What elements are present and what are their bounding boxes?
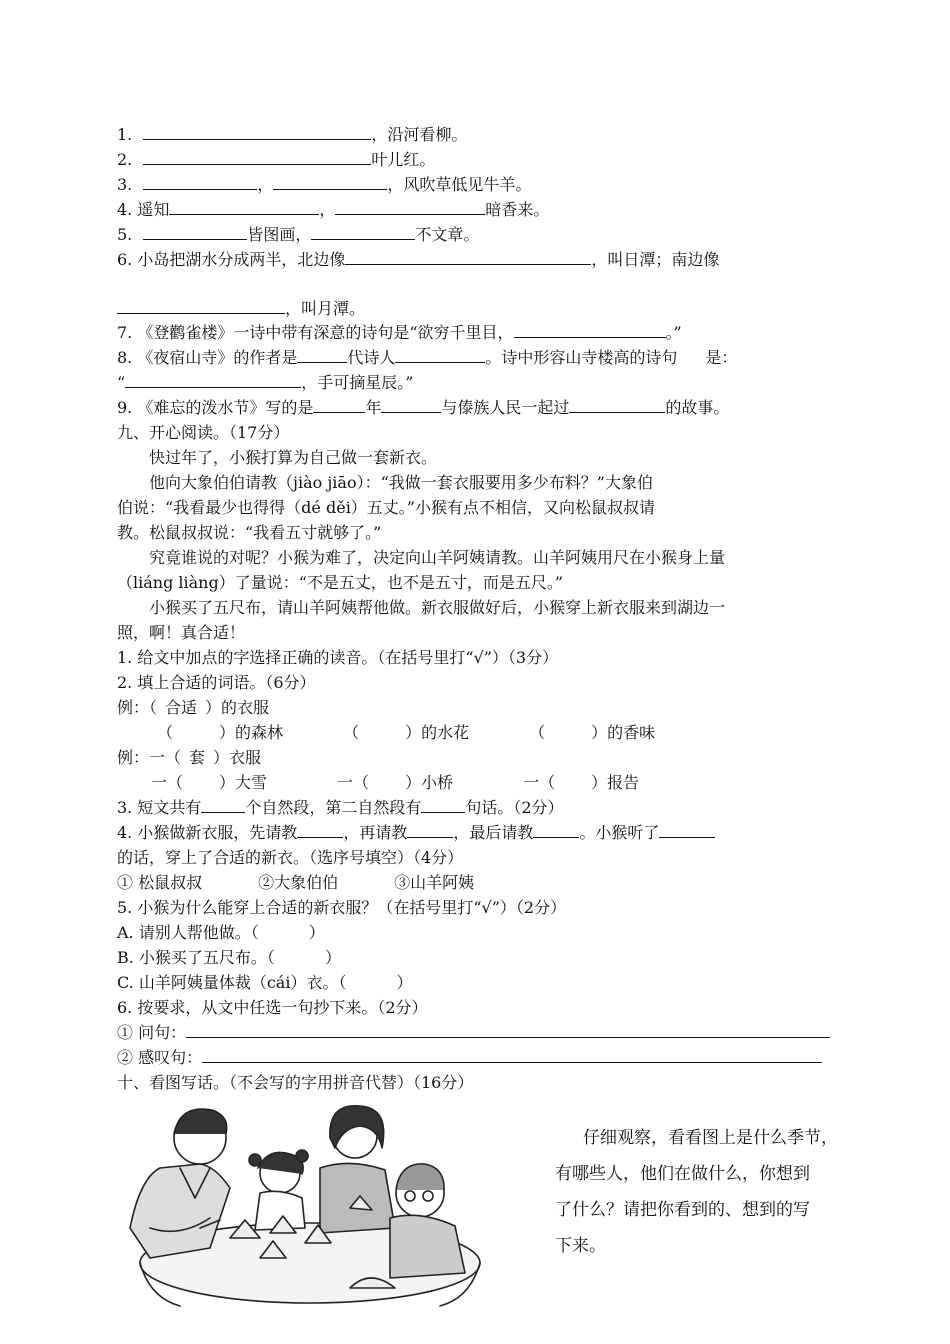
- fill-item-7: [117, 322, 682, 344]
- item-text: 的香味: [607, 723, 656, 742]
- item-number: 7.: [117, 323, 133, 342]
- answer-paren[interactable]: 一（ ）: [523, 773, 608, 792]
- item-text: 与傣族人民一起过: [441, 398, 570, 417]
- option: A. 请别人帮他做。（: [117, 923, 259, 942]
- item-text: ，沿河看柳。: [371, 125, 468, 144]
- example-word: 合适: [165, 698, 198, 717]
- answer-blank[interactable]: [569, 397, 665, 413]
- writing-prompt-line: 了什么？请把你看到的、想到的写: [555, 1200, 810, 1220]
- item-text: 的森林: [235, 723, 284, 742]
- fill-item-1: [117, 124, 467, 146]
- example-2: [117, 747, 261, 769]
- section-9-title: 九、开心阅读。（17分）: [117, 423, 290, 442]
- item-text: 。诗中形容山寺楼高的诗句: [485, 348, 678, 367]
- story-line: 教。松鼠叔叔说：“我看五寸就够了。”: [117, 523, 382, 542]
- fill-item-8: [117, 347, 737, 369]
- item-number: 8.: [117, 348, 133, 367]
- item-text: “: [117, 373, 126, 392]
- item-number: 1.: [117, 125, 133, 144]
- fill-item-3: [117, 174, 531, 196]
- option: ②大象伯伯: [258, 873, 339, 892]
- fill-item-9: [117, 397, 729, 419]
- item-text: 3. 短文共有: [117, 798, 202, 817]
- story-line: 照，啊！真合适！: [117, 623, 246, 642]
- item-text: 的故事。: [665, 398, 730, 417]
- q6-exclamation-sentence: [117, 1047, 822, 1069]
- question-4-cont: 的话，穿上了合适的新衣。（选序号填空）（4分）: [117, 848, 464, 867]
- option: B. 小猴买了五尺布。（: [117, 948, 275, 967]
- item-text: ，手可摘星辰。”: [301, 373, 414, 392]
- item-text: 句话。（2分）: [465, 798, 564, 817]
- question-4: [117, 822, 715, 844]
- q6-question-sentence: [117, 1022, 830, 1044]
- item-text: 皆图画，: [247, 225, 312, 244]
- q5-option-c[interactable]: C. 山羊阿姨量体裁（cái）衣。（ ）: [117, 973, 413, 992]
- item-number: 3.: [117, 175, 133, 194]
- option: ① 松鼠叔叔: [117, 873, 203, 892]
- answer-blank[interactable]: [202, 1047, 822, 1063]
- item-text: ① 问句：: [117, 1023, 187, 1042]
- writing-prompt-line: 下来。: [555, 1236, 606, 1256]
- option: C. 山羊阿姨量体裁（cái）衣。（: [117, 973, 347, 992]
- q5-option-a[interactable]: A. 请别人帮他做。（ ）: [117, 923, 325, 942]
- item-text: 《难忘的泼水节》写的是: [137, 398, 314, 417]
- option: ③山羊阿姨: [394, 873, 475, 892]
- story-line: 他向大象伯伯请教（jiào jiāo）：“我做一套衣服要用多少布料？”大象伯: [149, 473, 653, 492]
- answer-blank[interactable]: [117, 298, 285, 314]
- item-number: 4.: [117, 200, 133, 219]
- item-text: 是：: [705, 348, 738, 367]
- answer-blank[interactable]: [395, 347, 485, 363]
- question-4-options: [117, 872, 474, 894]
- item-text: 小桥: [421, 773, 454, 792]
- answer-blank[interactable]: [514, 322, 666, 338]
- family-eating-watermelon-illustration: [120, 1098, 485, 1308]
- item-text: ，叫日潭；南边像: [591, 250, 720, 269]
- word-row-1: [117, 722, 655, 744]
- section-10-title: 十、看图写话。（不会写的字用拼音代替）（16分）: [117, 1073, 474, 1092]
- item-text: 代诗人: [347, 348, 396, 367]
- question-2: 2. 填上合适的词语。（6分）: [117, 673, 316, 692]
- item-text: 不文章。: [415, 225, 480, 244]
- item-text: 叶儿红。: [371, 150, 436, 169]
- answer-blank[interactable]: [335, 199, 485, 215]
- answer-blank[interactable]: [143, 224, 247, 240]
- answer-blank[interactable]: [381, 397, 441, 413]
- example-word: 套: [189, 748, 206, 767]
- item-text: 的水花: [421, 723, 470, 742]
- item-text: ，再请教: [343, 823, 408, 842]
- fill-item-2: [117, 149, 435, 171]
- item-text: ，最后请教: [453, 823, 534, 842]
- answer-blank[interactable]: [169, 199, 319, 215]
- question-1: 1. 给文中加点的字选择正确的读音。（在括号里打“√”）（3分）: [117, 648, 559, 667]
- answer-blank[interactable]: [143, 124, 371, 140]
- item-number: 2.: [117, 150, 133, 169]
- answer-blank[interactable]: [125, 372, 301, 388]
- story-line: 小猴买了五尺布，请山羊阿姨帮他做。新衣服做好后，小猴穿上新衣服来到湖边一: [149, 598, 726, 617]
- answer-paren[interactable]: 一（ ）: [337, 773, 422, 792]
- answer-paren[interactable]: （ ）: [157, 723, 236, 742]
- item-text: 《夜宿山寺》的作者是: [137, 348, 298, 367]
- answer-blank[interactable]: [297, 347, 347, 363]
- answer-blank[interactable]: [533, 822, 579, 838]
- writing-prompt-line: 仔细观察，看看图上是什么季节，: [583, 1128, 838, 1148]
- fill-item-6: [117, 249, 719, 271]
- fill-item-4: [117, 199, 549, 221]
- item-text: 大雪: [235, 773, 268, 792]
- item-text: 4. 小猴做新衣服，先请教: [117, 823, 298, 842]
- word-row-2: [117, 772, 639, 794]
- example-text: 例：（: [117, 698, 158, 717]
- item-text: 《登鹳雀楼》一诗中带有深意的诗句是“欲穷千里目，: [137, 323, 514, 342]
- fill-item-8-cont: [117, 372, 413, 394]
- writing-prompt-line: 有哪些人，他们在做什么，你想到: [555, 1164, 810, 1184]
- item-number: 9.: [117, 398, 133, 417]
- item-text: ，: [319, 200, 336, 219]
- answer-paren[interactable]: （ ）: [343, 723, 422, 742]
- item-text: 小岛把湖水分成两半，北边像: [137, 250, 346, 269]
- answer-blank[interactable]: [143, 149, 371, 165]
- example-text: ）的衣服: [205, 698, 270, 717]
- answer-blank[interactable]: [297, 822, 343, 838]
- q5-option-b[interactable]: B. 小猴买了五尺布。（ ）: [117, 948, 341, 967]
- item-text: 报告: [607, 773, 640, 792]
- answer-blank[interactable]: [311, 224, 415, 240]
- answer-paren[interactable]: （ ）: [529, 723, 608, 742]
- story-line: 究竟谁说的对呢？小猴为难了，决定向山羊阿姨请教。山羊阿姨用尺在小猴身上量: [149, 548, 726, 567]
- item-text: 暗香来。: [485, 200, 550, 219]
- story-line: 伯说：“我看最少也得得（dé děi）五丈。”小猴有点不相信，又向松鼠叔叔请: [117, 498, 655, 517]
- question-5: 5. 小猴为什么能穿上合适的新衣服？（在括号里打“√”）（2分）: [117, 898, 567, 917]
- item-text: ② 感叹句：: [117, 1048, 203, 1067]
- item-text: 个自然段，第二自然段有: [245, 798, 422, 817]
- answer-blank[interactable]: [143, 174, 257, 190]
- example-text: 例：一（: [117, 748, 182, 767]
- fill-item-6-cont: [117, 298, 365, 320]
- item-text: 遥知: [137, 200, 170, 219]
- answer-blank[interactable]: [659, 822, 715, 838]
- story-line: 快过年了，小猴打算为自己做一套新衣。: [149, 448, 438, 467]
- fill-item-5: [117, 224, 479, 246]
- example-text: ）衣服: [213, 748, 262, 767]
- answer-paren[interactable]: 一（ ）: [151, 773, 236, 792]
- answer-blank[interactable]: [421, 797, 465, 813]
- answer-blank[interactable]: [407, 822, 453, 838]
- item-number: 5.: [117, 225, 133, 244]
- item-text: 。小猴听了: [579, 823, 660, 842]
- answer-blank[interactable]: [201, 797, 245, 813]
- item-text: ，风吹草低见牛羊。: [387, 175, 532, 194]
- item-text: ，叫月潭。: [285, 299, 366, 318]
- question-3: [117, 797, 564, 819]
- answer-blank[interactable]: [186, 1022, 830, 1038]
- story-line: （liáng liàng）了量说：“不是五丈，也不是五寸，而是五尺。”: [117, 573, 564, 592]
- item-number: 6.: [117, 250, 133, 269]
- question-6: 6. 按要求，从文中任选一句抄下来。（2分）: [117, 998, 428, 1017]
- item-text: 。”: [665, 323, 682, 342]
- answer-blank[interactable]: [313, 397, 365, 413]
- answer-blank[interactable]: [273, 174, 387, 190]
- answer-blank[interactable]: [345, 249, 591, 265]
- item-text: 年: [365, 398, 382, 417]
- example-1: [117, 697, 269, 719]
- item-text: ，: [257, 175, 274, 194]
